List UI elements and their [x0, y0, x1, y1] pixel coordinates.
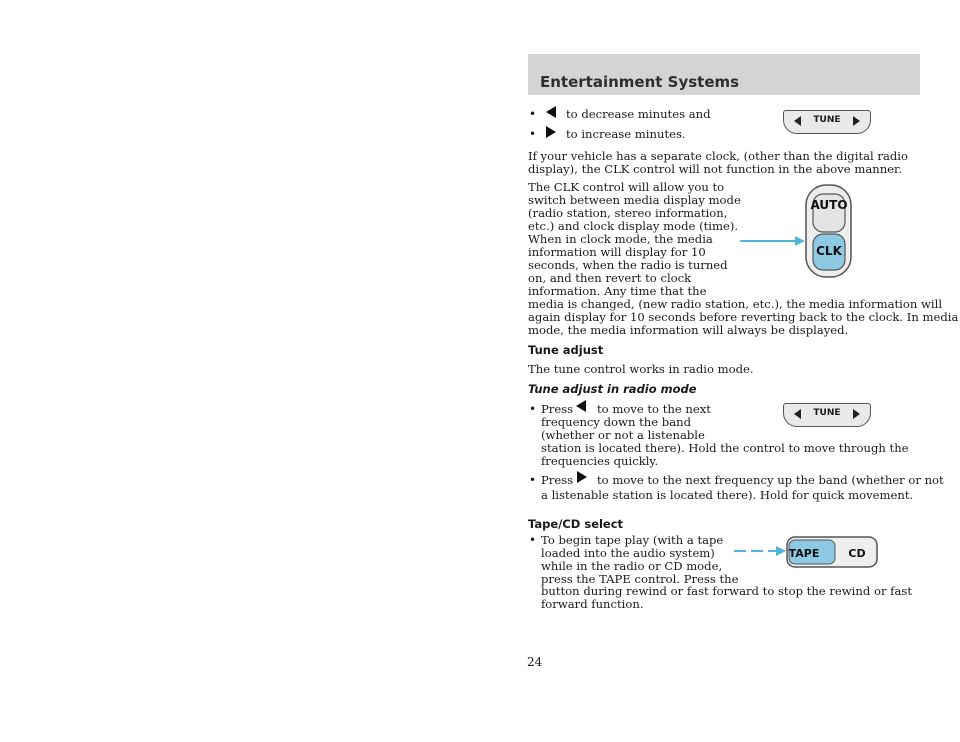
tape-cd-text: To begin tape play (with a tape: [541, 533, 724, 547]
body-text: display), the CLK control will not function in the above manner.: [528, 162, 903, 176]
clk-text: information will display for 10: [528, 245, 706, 259]
clk-text: etc.) and clock display mode (time).: [528, 219, 739, 233]
section-header-bar: [528, 54, 920, 95]
clk-text: media is changed, (new radio station, etc.), the media information will: [528, 297, 943, 311]
auto-label: AUTO: [810, 198, 848, 212]
press-label: Press: [541, 402, 574, 416]
bullet-dot: •: [529, 402, 537, 416]
press-label: Press: [541, 473, 574, 487]
clk-text: information. Any time that the: [528, 284, 707, 298]
section-heading: Tape/CD select: [528, 517, 624, 531]
tune-label: TUNE: [813, 408, 841, 418]
clk-label: CLK: [816, 244, 842, 258]
tape-cd-text: press the TAPE control. Press the: [541, 572, 739, 586]
tune-label: TUNE: [813, 115, 841, 125]
pointer-arrow-icon: [776, 546, 786, 556]
decrease-minutes-text: to decrease minutes and: [566, 107, 711, 121]
tune-down-text: station is located there). Hold the control to move through the: [541, 441, 909, 455]
tune-control-illustration: [783, 403, 871, 427]
body-text: The tune control works in radio mode.: [528, 362, 754, 376]
tape-cd-control-illustration: [728, 535, 880, 571]
subsection-heading: Tune adjust in radio mode: [528, 382, 697, 396]
tune-control-illustration: [783, 110, 871, 134]
tape-cd-text: loaded into the audio system): [541, 546, 715, 560]
left-arrow-icon: [546, 106, 556, 118]
section-title: Entertainment Systems: [540, 73, 740, 91]
increase-minutes-text: to increase minutes.: [566, 127, 686, 141]
page-number: 24: [527, 655, 543, 669]
tune-down-text: to move to the next: [597, 402, 711, 416]
body-text: If your vehicle has a separate clock, (other than the digital radio: [528, 149, 908, 163]
pointer-arrow-icon: [795, 236, 805, 246]
bullet-dot: •: [529, 473, 537, 487]
tape-cd-text: forward function.: [541, 597, 644, 611]
cd-label: CD: [848, 547, 866, 560]
tune-down-text: frequency down the band: [541, 415, 692, 429]
tape-cd-text: while in the radio or CD mode,: [541, 559, 723, 573]
tune-up-text: a listenable station is located there). Hold for quick movement.: [541, 488, 914, 502]
bullet-dot: •: [529, 533, 537, 547]
tune-down-text: frequencies quickly.: [541, 454, 659, 468]
bullet-dot: •: [529, 127, 537, 141]
clk-text: When in clock mode, the media: [528, 232, 713, 246]
clk-text: again display for 10 seconds before reverting back to the clock. In media: [528, 310, 959, 324]
right-arrow-icon: [577, 471, 587, 483]
tune-right-arrow-icon: [853, 116, 860, 126]
right-arrow-icon: [546, 126, 556, 138]
clk-text: on, and then revert to clock: [528, 271, 692, 285]
tune-right-arrow-icon: [853, 409, 860, 419]
tape-cd-text: button during rewind or fast forward to stop the rewind or fast: [541, 584, 912, 598]
clk-text: seconds, when the radio is turned: [528, 258, 728, 272]
clk-text: mode, the media information will always be displayed.: [528, 323, 849, 337]
clk-text: switch between media display mode: [528, 193, 741, 207]
section-heading: Tune adjust: [528, 343, 604, 357]
clk-text: (radio station, stereo information,: [528, 206, 728, 220]
tune-down-text: (whether or not a listenable: [541, 428, 705, 442]
tune-up-text: to move to the next frequency up the band (whether or not: [597, 473, 944, 487]
bullet-dot: •: [529, 107, 537, 121]
tape-label: TAPE: [788, 547, 820, 560]
clk-text: The CLK control will allow you to: [528, 180, 725, 194]
auto-clk-control-illustration: [735, 182, 855, 282]
left-arrow-icon: [576, 400, 586, 412]
